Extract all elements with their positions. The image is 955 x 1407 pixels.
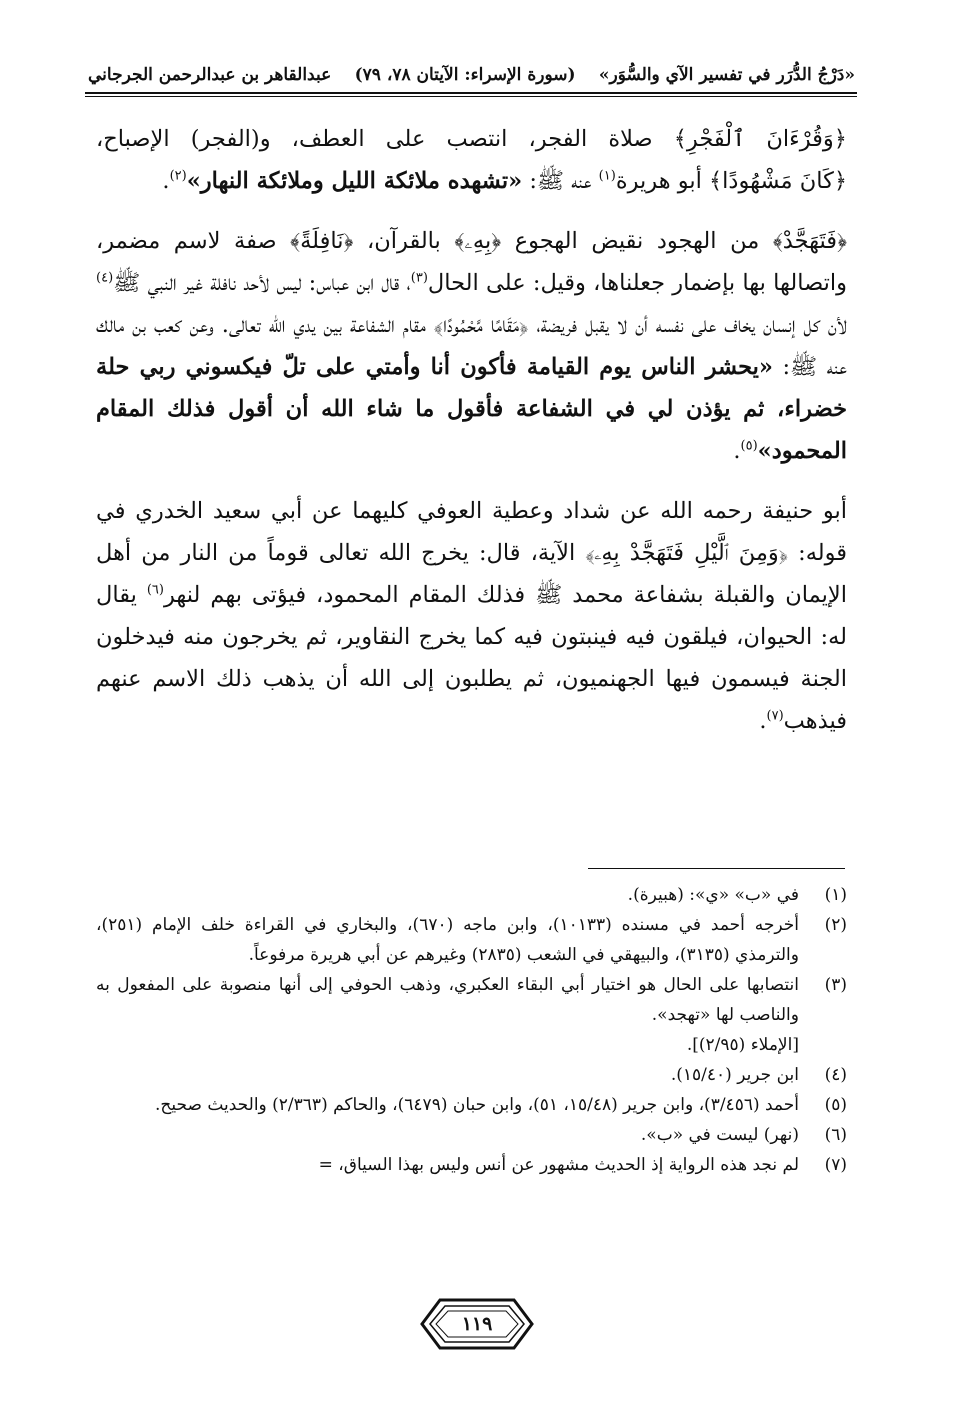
quran-quote: ﴿فَتَهَجَّدْ﴾ bbox=[772, 228, 847, 254]
text-run: من الهجود نقيض الهجوع bbox=[501, 228, 773, 254]
footnote-text: (نهر) ليست في «ب». bbox=[640, 1125, 799, 1145]
paragraph-2 bbox=[96, 220, 847, 472]
footnote-ref-4[interactable]: (٤) bbox=[96, 270, 114, 286]
hadith-quote: «تشهده ملائكة الليل وملائكة النهار» bbox=[186, 168, 523, 194]
quran-quote: ﴿كَانَ مَشْهُودًا﴾ bbox=[709, 168, 847, 194]
text-run: لأن كل إنسان يخاف على نفسه أن لا يقبل فريضة، bbox=[528, 312, 848, 338]
footnote-number: (٢) bbox=[824, 915, 847, 935]
text-run: أبو حنيفة رحمه الله عن شداد وعطية العوفي كليهما عن أبي سعيد الخدري في قوله: bbox=[96, 498, 848, 566]
footnote-number: (٤) bbox=[824, 1065, 847, 1085]
footnote-ref-7[interactable]: (٧) bbox=[766, 708, 784, 724]
quran-quote: ﴿وَمِنَ ٱلَّيْلِ فَتَهَجَّدْ بِهِۦ﴾ bbox=[585, 540, 789, 566]
footnote-number: (٥) bbox=[824, 1095, 847, 1115]
text-run: ، قال ابن عباس: ليس لأحد نافلة غير النبي ﷺ bbox=[113, 270, 411, 296]
footnote-text: في «ب» «ي»: (هبيرة). bbox=[627, 885, 799, 905]
footnote-text: انتصابها على الحال هو اختيار أبي البقاء العكبري، وذهب الحوفي إلى أنها منصوبة على المفعول به والناصب لها «تهجد». bbox=[96, 975, 799, 1025]
author-name: عبدالقاهر بن عبدالرحمن الجرجاني bbox=[88, 65, 332, 85]
text-run: صلاة الفجر، انتصب على العطف، و(الفجر) الإصباح، bbox=[96, 126, 674, 152]
footnote-5 bbox=[96, 1090, 847, 1120]
text-run: صفة لاسم مضمر، واتصالها بها بإضمار جعلناها، وقيل: على الحال bbox=[96, 228, 847, 296]
surah-info: (سورة الإسراء: الآيتان ٧٨، ٧٩) bbox=[354, 65, 576, 85]
footnote-ref-3[interactable]: (٣) bbox=[410, 270, 428, 286]
hadith-quote: «يحشر الناس يوم القيامة فأكون أنا وأمتي على تلّ فيكسوني ربي حلة خضراء، ثم يؤذن لي في الشفاعة فأقول ما شاء الله أن أقول فذلك المقام المحمود» bbox=[96, 354, 847, 464]
footnote-ref-6[interactable]: (٦) bbox=[146, 582, 164, 598]
footnote-number: (٦) bbox=[824, 1125, 847, 1145]
header-rule bbox=[85, 92, 857, 94]
paragraph-1 bbox=[96, 118, 847, 202]
footnote-7 bbox=[96, 1150, 847, 1180]
text-run: بالقرآن، bbox=[353, 228, 455, 254]
running-header bbox=[88, 58, 855, 92]
footnote-reference: [الإملاء (٢/٩٥)]. bbox=[686, 1035, 799, 1055]
footnote-text: لم نجد هذه الرواية إذ الحديث مشهور عن أنس وليس بهذا السياق، = bbox=[318, 1155, 799, 1175]
quran-quote: ﴿نَافِلَةً﴾ bbox=[290, 228, 354, 254]
main-text bbox=[96, 118, 847, 760]
book-title: «دَرْجُ الدُّرَر في تفسير الآي والسُّوَر» bbox=[598, 65, 855, 85]
text-run: الآية، قال: يخرج الله تعالى قوماً من النار من أهل الإيمان والقبلة بشفاعة محمد ﷺ فذلك المقام المحمود، فيؤتى بهم لنهر bbox=[96, 540, 848, 608]
footnote-text: ابن جرير (١٥/٤٠). bbox=[670, 1065, 799, 1085]
footnote-text: أخرجه أحمد في مسنده (١٠١٣٣)، وابن ماجه (٦٧٠)، والبخاري في القراءة خلف الإمام (٢٥١)، والترمذي (٣١٣٥)، والبيهقي في الشعب (٢٨٣٥) وغيرهم عن أبي هريرة مرفوعاً. bbox=[96, 915, 799, 965]
text-run: مقام الشفاعة بين يدي الله تعالى. وعن كعب بن مالك عنه ﷺ: bbox=[96, 312, 847, 380]
footnote-text: أحمد (٣/٤٥٦)، وابن جرير (١٥/٤٨، ٥١)، وابن حبان (٦٤٧٩)، والحاكم (٢/٣٦٣) والحديث صحيح. bbox=[155, 1095, 799, 1115]
text-run: . bbox=[733, 438, 741, 464]
footnote-4 bbox=[96, 1060, 847, 1090]
footnote-separator bbox=[588, 868, 845, 869]
quran-quote: ﴿وَقُرْءَانَ ٱلْفَجْرِ﴾ bbox=[673, 126, 847, 152]
text-run: أبو هريرة bbox=[615, 168, 709, 194]
footnote-text-group bbox=[96, 970, 799, 1060]
footnote-number: (٣) bbox=[824, 975, 847, 995]
paragraph-3 bbox=[96, 490, 847, 742]
footnote-number: (١) bbox=[824, 885, 847, 905]
text-run: عنه ﷺ: bbox=[522, 168, 599, 194]
footnotes bbox=[96, 880, 847, 1180]
quran-quote: ﴿مَقَامًا مَّحْمُودًا﴾ bbox=[433, 312, 529, 338]
header-rule-thin bbox=[85, 96, 857, 97]
quran-quote: ﴿بِهِۦ﴾ bbox=[454, 228, 502, 254]
footnote-ref-1[interactable]: (١) bbox=[598, 168, 616, 184]
footnote-1 bbox=[96, 880, 847, 910]
text-run: يقال له: الحيوان، فيلقون فيه فينبتون فيه كما يخرج النقاوير، ثم يخرجون منه فيدخلون الجنة فيسمون فيها الجهنميون، ثم يطلبون إلى الله أن يذهب ذلك الاسم عنهم فيذهب bbox=[96, 582, 847, 734]
text-run: . bbox=[162, 168, 170, 194]
footnote-number: (٧) bbox=[824, 1155, 847, 1175]
text-run: . bbox=[759, 708, 767, 734]
page-number-ornament bbox=[418, 1296, 536, 1352]
footnote-3 bbox=[96, 970, 847, 1060]
footnote-ref-2[interactable]: (٢) bbox=[169, 168, 187, 184]
footnote-ref-5[interactable]: (٥) bbox=[740, 438, 758, 454]
footnote-6 bbox=[96, 1120, 847, 1150]
footnote-2 bbox=[96, 910, 847, 970]
page-number: ١١٩ bbox=[461, 1313, 493, 1335]
